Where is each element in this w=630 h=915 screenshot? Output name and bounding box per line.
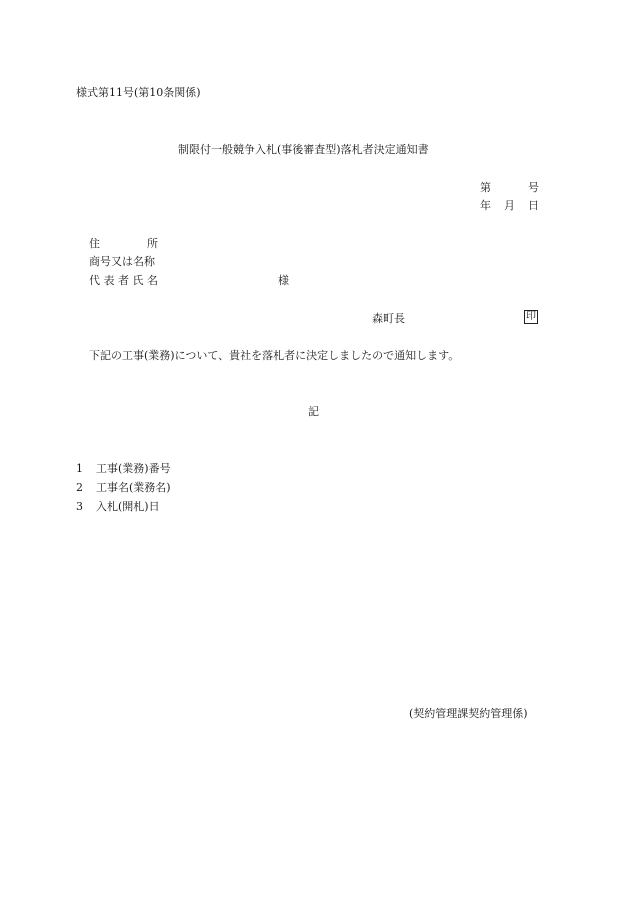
sender-name: 森町長	[372, 312, 405, 325]
department-footer: (契約管理課契約管理係)	[409, 707, 528, 720]
seal-mark: 印	[526, 311, 536, 322]
date-year-label: 年	[480, 199, 491, 212]
number-suffix: 号	[528, 181, 539, 194]
item-number: 1	[76, 462, 83, 475]
number-prefix: 第	[480, 181, 491, 194]
note-heading: 記	[308, 405, 319, 418]
representative-label: 代 表 者 氏 名	[89, 274, 158, 287]
company-name-label: 商号又は名称	[89, 255, 155, 268]
notification-body: 下記の工事(業務)について、貴社を落札者に決定しましたので通知します。	[89, 349, 460, 362]
date-month-label: 月	[504, 199, 515, 212]
item-label: 入札(開札)日	[96, 500, 160, 513]
item-number: 3	[76, 500, 83, 513]
date-day-label: 日	[528, 199, 539, 212]
item-label: 工事名(業務名)	[96, 481, 171, 494]
document-title: 制限付一般競争入札(事後審査型)落札者決定通知書	[178, 143, 429, 156]
address-label-end: 所	[147, 237, 158, 250]
item-number: 2	[76, 481, 83, 494]
item-label: 工事(業務)番号	[96, 462, 171, 475]
form-number: 様式第11号(第10条関係)	[76, 86, 201, 99]
honorific: 様	[278, 274, 289, 287]
address-label-start: 住	[89, 237, 100, 250]
